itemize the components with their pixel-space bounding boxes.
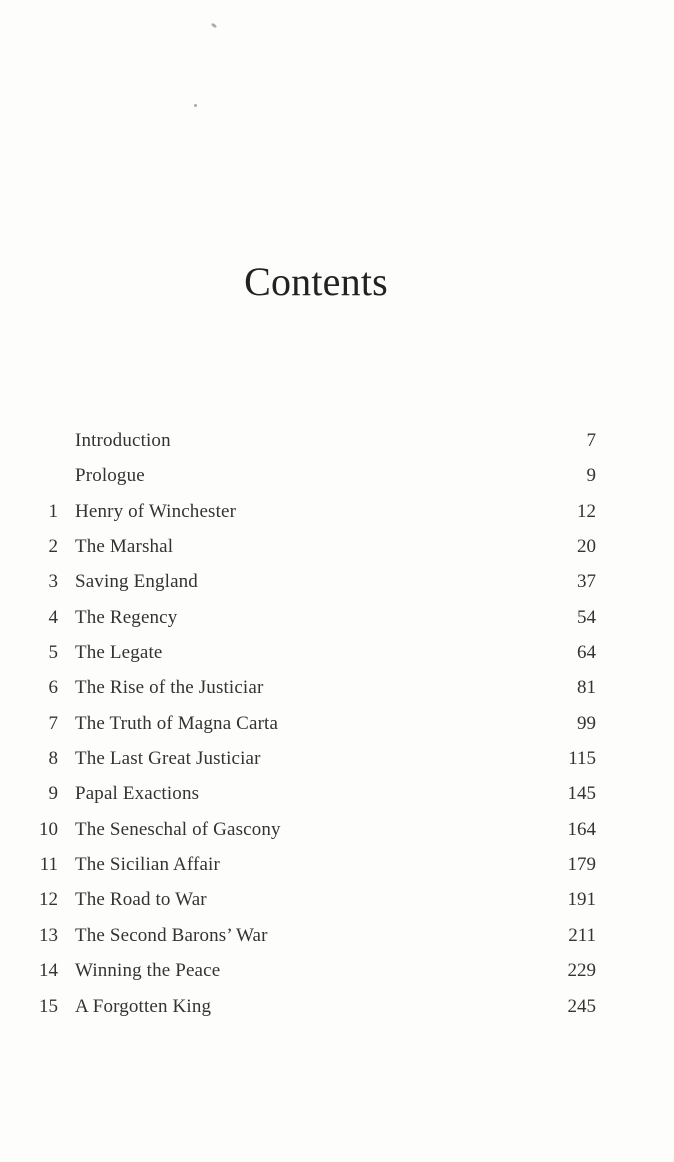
chapter-number: 15 [39,995,58,1017]
chapter-title: The Truth of Magna Carta [75,712,279,734]
toc-entry[interactable] [0,811,674,846]
chapter-number: 13 [39,924,58,946]
toc-entry[interactable] [0,917,674,952]
chapter-title: The Second Barons’ War [75,924,268,946]
chapter-title: Papal Exactions [75,783,200,805]
page-number: 211 [568,924,596,946]
chapter-title: The Last Great Justiciar [75,748,261,770]
chapter-number: 12 [39,889,58,911]
chapter-number: 7 [48,712,58,734]
chapter-number: 8 [48,748,58,770]
page-number: 64 [577,642,596,664]
page-number: 115 [568,748,596,770]
chapter-title: A Forgotten King [75,995,212,1017]
chapter-title: The Rise of the Justiciar [75,677,264,699]
toc-entry[interactable] [0,881,674,916]
page-number: 9 [586,465,596,487]
toc-entry[interactable] [0,705,674,740]
page-number: 164 [567,818,596,840]
toc-entry[interactable] [0,493,674,528]
page-number: 37 [577,571,596,593]
page-number: 12 [577,500,596,522]
toc-entry[interactable] [0,422,674,457]
chapter-title: Winning the Peace [75,960,221,982]
page-number: 54 [577,606,596,628]
page-number: 229 [567,960,596,982]
chapter-title: Saving England [75,571,198,593]
chapter-number: 3 [48,571,58,593]
toc-entry[interactable] [0,457,674,492]
chapter-number: 11 [39,854,58,876]
chapter-title: The Regency [75,606,178,628]
toc-entry[interactable] [0,775,674,810]
toc-entry[interactable] [0,846,674,881]
toc-entry[interactable] [0,952,674,987]
chapter-number: 4 [48,606,58,628]
page-number: 99 [577,712,596,734]
paper-speck [194,104,197,107]
chapter-number: 2 [48,536,58,558]
toc-entry[interactable] [0,988,674,1023]
toc-entry[interactable] [0,563,674,598]
page-title: Contents [244,259,388,304]
toc-entry[interactable] [0,669,674,704]
chapter-title: Prologue [75,465,145,487]
page-number: 20 [577,536,596,558]
chapter-number: 1 [48,500,58,522]
chapter-title: Henry of Winchester [75,500,237,522]
chapter-title: The Sicilian Affair [75,854,220,876]
toc-entry[interactable] [0,740,674,775]
chapter-number: 6 [48,677,58,699]
page-number: 179 [567,854,596,876]
chapter-title: Introduction [75,430,171,451]
chapter-number: 14 [39,960,58,982]
paper-speck [211,23,218,29]
chapter-title: The Legate [75,642,163,664]
chapter-title: The Seneschal of Gascony [75,818,281,840]
page-number: 245 [567,995,596,1017]
page-number: 81 [577,677,596,699]
chapter-number: 9 [48,783,58,805]
toc-entry[interactable] [0,528,674,563]
toc-entry[interactable] [0,634,674,669]
chapter-title: The Road to War [75,889,207,911]
chapter-title: The Marshal [75,536,174,558]
page-number: 191 [567,889,596,911]
page-number: 145 [567,783,596,805]
page-number: 7 [586,430,596,451]
toc-entry[interactable] [0,599,674,634]
table-of-contents [0,422,674,1023]
chapter-number: 5 [48,642,58,664]
chapter-number: 10 [39,818,58,840]
